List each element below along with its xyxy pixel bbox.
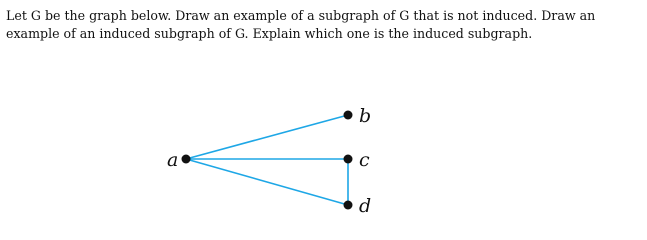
graph-edges <box>186 115 348 205</box>
vertex-b <box>344 111 353 120</box>
graph-labels <box>167 105 371 217</box>
vertex-c <box>344 155 353 164</box>
vertex-label-b: b <box>359 105 372 127</box>
vertex-a <box>182 155 191 164</box>
vertex-label-c: c <box>359 149 370 171</box>
edge-a-b <box>186 115 348 159</box>
vertex-label-d: d <box>359 195 372 217</box>
graph-vertices <box>182 111 353 210</box>
vertex-d <box>344 201 353 210</box>
question-text: Let G be the graph below. Draw an example of a subgraph of G that is not induced. Draw an example of an induced subgraph of G. Explain which one is the induced subgraph. <box>6 8 596 41</box>
vertex-label-a: a <box>167 149 179 171</box>
edge-a-d <box>186 159 348 205</box>
